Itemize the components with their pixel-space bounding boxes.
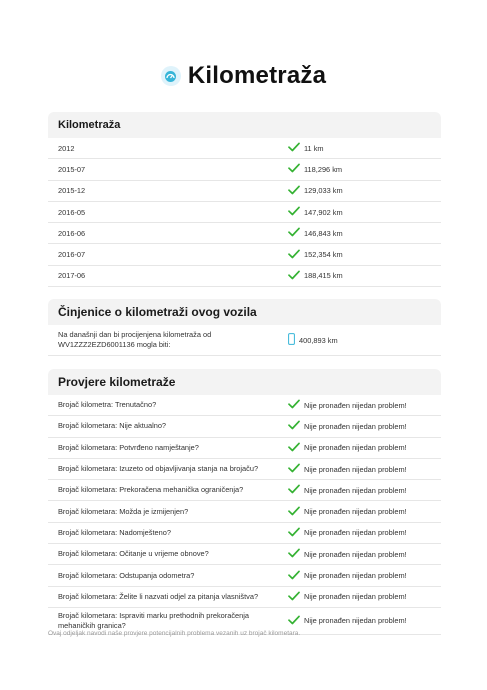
- mileage-value-cell: [288, 163, 342, 175]
- mileage-row: [48, 138, 441, 159]
- check-status: Nije pronađen nijedan problem!: [304, 485, 407, 495]
- check-status-cell: [286, 399, 407, 411]
- check-icon: [288, 615, 300, 627]
- check-icon: [288, 591, 300, 603]
- check-status: Nije pronađen nijedan problem!: [304, 464, 407, 474]
- check-label: Brojač kilometara: Nije aktualno?: [58, 421, 167, 431]
- check-row: [48, 544, 441, 565]
- mileage-value-cell: [288, 227, 343, 239]
- mileage-km: 146,843 km: [304, 228, 343, 238]
- mileage-row: [48, 244, 441, 265]
- facts-row: [48, 325, 441, 356]
- mileage-date: 2012: [58, 143, 75, 153]
- mileage-row: [48, 223, 441, 244]
- check-icon: [288, 227, 300, 239]
- mileage-date: 2015-07: [58, 164, 86, 174]
- mileage-row: [48, 159, 441, 180]
- phone-icon: [288, 333, 295, 347]
- mileage-date: 2017-06: [58, 271, 86, 281]
- check-icon: [288, 463, 300, 475]
- check-status: Nije pronađen nijedan problem!: [304, 421, 407, 431]
- facts-section: [48, 299, 441, 356]
- checks-section: [48, 369, 441, 635]
- check-label: Brojač kilometara: Želite li nazvati odjel za pitanja vlasništva?: [58, 591, 259, 601]
- check-status: Nije pronađen nijedan problem!: [304, 443, 407, 453]
- check-status-cell: [286, 615, 407, 627]
- mileage-date: 2016-06: [58, 228, 86, 238]
- mileage-km: 188,415 km: [304, 271, 343, 281]
- check-row: [48, 395, 441, 416]
- check-label: Brojač kilometara: Izuzeto od objavljivanja stanja na brojaču?: [58, 464, 259, 474]
- mileage-km: 129,033 km: [304, 186, 343, 196]
- check-icon: [288, 249, 300, 261]
- check-label: Brojač kilometara: Potvrđeno namještanje?: [58, 442, 199, 452]
- check-icon: [288, 506, 300, 518]
- check-status-cell: [286, 527, 407, 539]
- check-row: [48, 501, 441, 522]
- check-status: Nije pronađen nijedan problem!: [304, 400, 407, 410]
- check-label: Brojač kilometara: Očitanje u vrijeme obnove?: [58, 549, 209, 559]
- facts-text: Na današnji dan bi procijenjena kilometraža od WV1ZZZ2EZD6001136 mogla biti:: [58, 330, 212, 349]
- check-icon: [288, 570, 300, 582]
- check-status-cell: [286, 463, 407, 475]
- mileage-header: Kilometraža: [48, 112, 441, 138]
- mileage-date: 2016-05: [58, 207, 86, 217]
- check-label: Brojač kilometara: Možda je izmijenjen?: [58, 506, 189, 516]
- check-status-cell: [286, 506, 407, 518]
- check-row: [48, 523, 441, 544]
- mileage-row: [48, 181, 441, 202]
- mileage-section: [48, 112, 441, 287]
- page-title-text: Kilometraža: [187, 62, 327, 89]
- mileage-row: [48, 266, 441, 287]
- check-row: [48, 587, 441, 608]
- check-icon: [288, 420, 300, 432]
- check-row: [48, 438, 441, 459]
- mileage-value-cell: [288, 270, 343, 282]
- check-status: Nije pronađen nijedan problem!: [304, 616, 407, 626]
- mileage-value-cell: [288, 249, 343, 261]
- check-status-cell: [286, 420, 407, 432]
- facts-value-cell: [278, 333, 338, 347]
- footnote: Ovaj odjeljak navodi naše provjere potencijalnih problema vezanih uz brojač kilometara.: [48, 630, 301, 637]
- check-icon: [288, 206, 300, 218]
- mileage-value-cell: [288, 142, 324, 154]
- mileage-value-cell: [288, 185, 343, 197]
- check-label: Brojač kilometara: Ispraviti marku prethodnih prekoračenja mehaničkih granica?: [58, 610, 250, 630]
- check-icon: [288, 142, 300, 154]
- check-status: Nije pronađen nijedan problem!: [304, 528, 407, 538]
- checks-header: Provjere kilometraže: [48, 369, 441, 395]
- mileage-km: 118,296 km: [304, 164, 343, 174]
- check-row: [48, 416, 441, 437]
- check-icon: [288, 548, 300, 560]
- mileage-table: [48, 138, 441, 287]
- mileage-row: [48, 202, 441, 223]
- page-title: [0, 62, 487, 90]
- facts-value: 400,893 km: [299, 335, 338, 345]
- check-icon: [288, 163, 300, 175]
- facts-header: Činjenice o kilometraži ovog vozila: [48, 299, 441, 325]
- mileage-km: 147,902 km: [304, 207, 343, 217]
- check-status: Nije pronađen nijedan problem!: [304, 592, 407, 602]
- check-label: Brojač kilometra: Trenutačno?: [58, 400, 157, 410]
- mileage-date: 2016-07: [58, 250, 86, 260]
- mileage-km: 152,354 km: [304, 250, 343, 260]
- check-status-cell: [286, 442, 407, 454]
- checks-table: [48, 395, 441, 635]
- check-status: Nije pronađen nijedan problem!: [304, 507, 407, 517]
- mileage-value-cell: [288, 206, 343, 218]
- check-icon: [288, 484, 300, 496]
- mileage-date: 2015-12: [58, 186, 86, 196]
- check-icon: [288, 527, 300, 539]
- mileage-km: 11 km: [304, 143, 324, 153]
- check-row: [48, 480, 441, 501]
- check-label: Brojač kilometara: Odstupanja odometra?: [58, 570, 195, 580]
- check-label: Brojač kilometara: Nadomješteno?: [58, 527, 171, 537]
- check-status: Nije pronađen nijedan problem!: [304, 571, 407, 581]
- check-icon: [288, 185, 300, 197]
- check-status-cell: [286, 548, 407, 560]
- check-status-cell: [286, 484, 407, 496]
- check-status: Nije pronađen nijedan problem!: [304, 549, 407, 559]
- check-icon: [288, 442, 300, 454]
- check-icon: [288, 399, 300, 411]
- check-row: [48, 565, 441, 586]
- check-label: Brojač kilometara: Prekoračena mehanička ograničenja?: [58, 485, 244, 495]
- check-status-cell: [286, 570, 407, 582]
- check-row: [48, 459, 441, 480]
- check-icon: [288, 270, 300, 282]
- speedometer-icon: [161, 66, 181, 86]
- check-status-cell: [286, 591, 407, 603]
